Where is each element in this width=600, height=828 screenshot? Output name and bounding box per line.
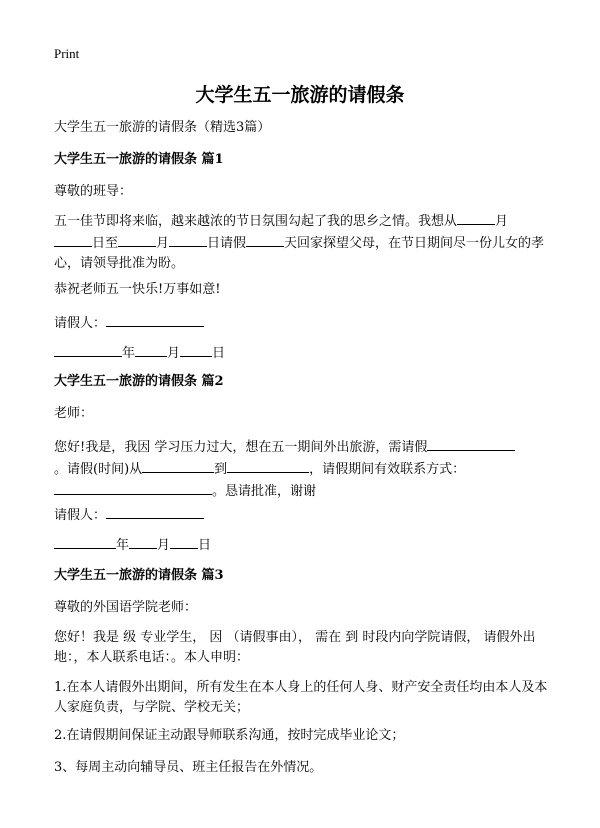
letter2-date-line [54,534,554,556]
letter1-month2: 月 [156,236,170,251]
year-blank[interactable] [54,534,116,549]
letter1-day-leave: 日请假 [207,236,247,251]
letter3-body: 您好！我是 级 专业学生， 因 （请假事由）， 需在 到 时段内向学院请假， 请假外出地：，本人联系电话：。本人申明： [54,630,536,665]
letter1-salutation: 尊敬的班导： [54,184,133,199]
letter3-item3: 3、每周主动向辅导员、班主任报告在外情况。 [54,760,323,775]
letter2-to: 到 [214,462,228,477]
letter1-year: 年 [122,346,136,361]
blank[interactable] [118,232,156,247]
blank[interactable] [54,480,212,495]
letter1-signer: 请假人： [54,316,107,331]
letter2-body-b: 。请假(时间)从 [54,462,143,477]
page-title: 大学生五一旅游的请假条 [195,84,405,106]
blank[interactable] [246,232,284,247]
year-blank[interactable] [54,342,122,357]
blank[interactable] [427,436,515,451]
letter2-heading: 大学生五一旅游的请假条 篇2 [54,374,224,389]
letter2-body-a: 您好!我是，我因 学习压力过大，想在五一期间外出旅游，需请假 [54,440,428,455]
letter1-month3: 月 [167,346,181,361]
subtitle: 大学生五一旅游的请假条（精选3篇） [54,120,271,135]
day-blank[interactable] [170,534,198,549]
letter2-body-d: 。恳请批准，谢谢 [212,484,317,499]
letter1-signer-line [54,312,554,334]
letter2-body-c: ，请假期间有效联系方式： [309,462,466,477]
letter1-day: 日 [212,346,226,361]
letter1-date-line [54,342,554,364]
letter1-month: 月 [495,214,509,229]
letter3-heading: 大学生五一旅游的请假条 篇3 [54,568,224,583]
letter2-month: 月 [157,538,171,553]
letter1-body [54,210,554,274]
letter1-body-a: 五一佳节即将来临，越来越浓的节日氛围勾起了我的思乡之情。我想从 [54,214,458,229]
print-label[interactable]: Print [54,46,80,61]
signature-blank[interactable] [106,312,204,327]
letter1-heading: 大学生五一旅游的请假条 篇1 [54,152,224,167]
blank[interactable] [457,210,495,225]
letter2-signer-line [54,504,554,526]
letter3-salutation: 尊敬的外国语学院老师： [54,600,198,615]
letter3-item1: 1.在本人请假外出期间，所有发生在本人身上的任何人身、财产安全责任均由本人及本人家庭负责，与学院、学校无关； [54,680,548,715]
blank[interactable] [142,458,214,473]
letter2-signer: 请假人： [54,508,107,523]
signature-blank[interactable] [106,504,204,519]
month-blank[interactable] [129,534,157,549]
letter1-day-to: 日至 [92,236,119,251]
letter1-wish: 恭祝老师五一快乐!万事如意! [54,282,221,297]
letter1-body-b: 天回家探望父母，在节日期间尽一份儿女的孝心，请领导批准为盼。 [54,236,545,271]
blank[interactable] [227,458,309,473]
letter2-day: 日 [198,538,212,553]
letter2-year: 年 [116,538,130,553]
blank[interactable] [169,232,207,247]
letter2-body [54,436,554,502]
letter3-item2: 2.在请假期间保证主动跟导师联系沟通，按时完成毕业论文； [54,728,405,743]
day-blank[interactable] [180,342,212,357]
month-blank[interactable] [135,342,167,357]
blank[interactable] [54,232,92,247]
letter2-salutation: 老师： [54,406,94,421]
